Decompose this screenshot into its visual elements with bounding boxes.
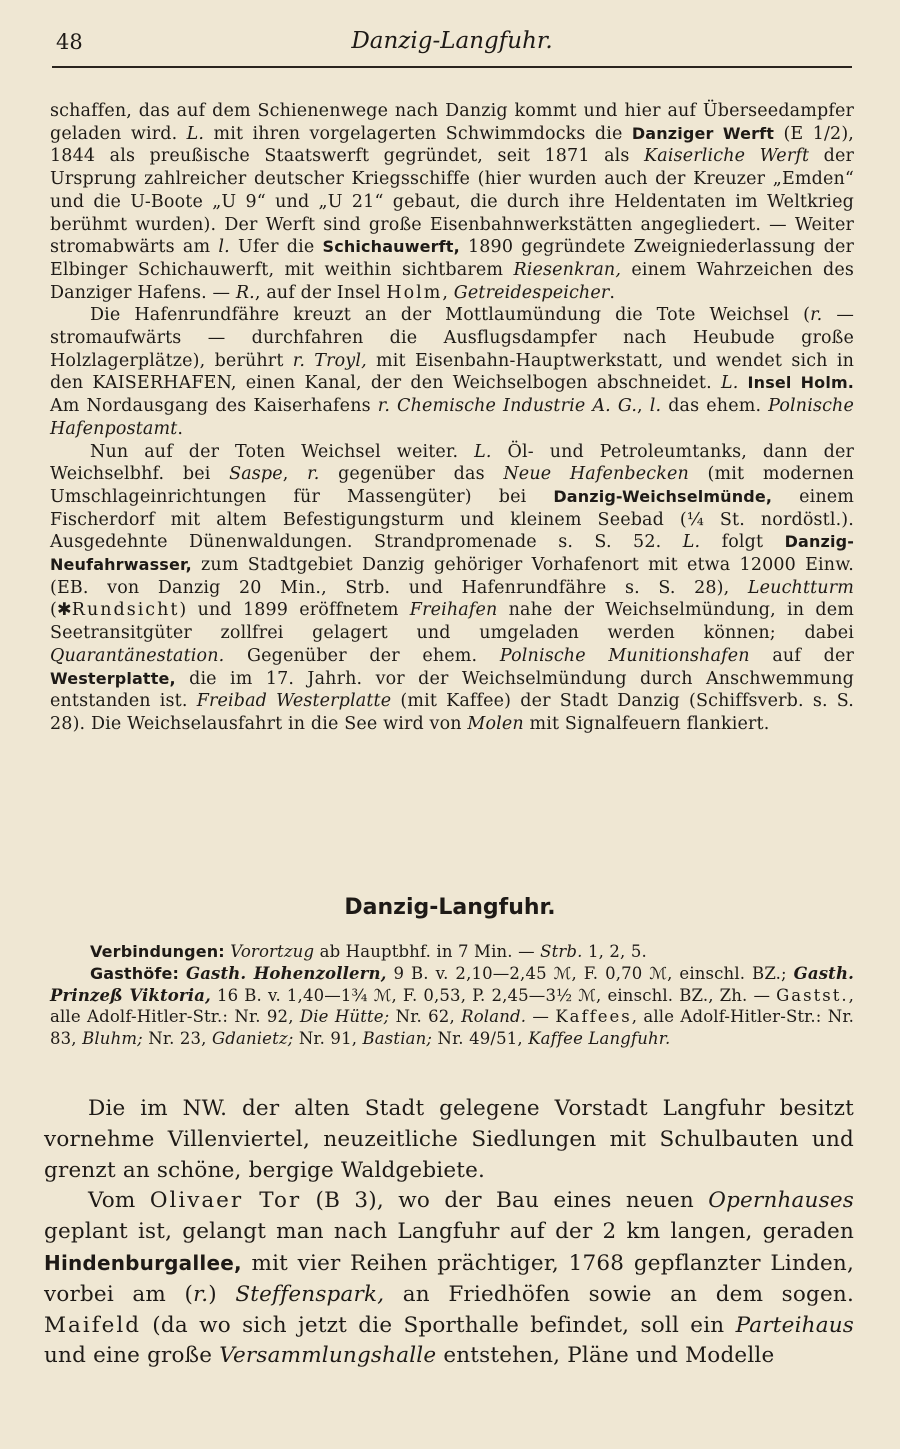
body-text <box>50 100 854 736</box>
text-run: . <box>609 282 616 303</box>
practical-info <box>50 941 854 1050</box>
text-run: , <box>282 464 308 485</box>
text-run: das ehem. <box>661 396 769 417</box>
hotel-name: Gasth. Hohenzollern, <box>185 963 387 983</box>
italic-term: Polnische Munitionshafen <box>499 645 750 666</box>
text-run: , auf der Insel <box>254 282 387 303</box>
text-run: Nr. 62, <box>389 1007 462 1027</box>
text-run: ) und 1899 eröffnetem <box>179 600 410 621</box>
italic-term: Opernhauses <box>708 1188 854 1214</box>
text-run: mit vier Reihen prächtiger, 1768 gepflanzter Linden, vorbei am ( <box>44 1250 854 1307</box>
text-run: (mit Kaffee) der Stadt Danzig (Schiffsverb. s. S. 28). Die Weichselausfahrt in die See wird von <box>50 691 855 734</box>
spaced-term: Olivaer Tor <box>149 1188 302 1214</box>
hotel-name: Gasth. Prinzeß Viktoria, <box>50 963 854 1005</box>
bold-term: Hindenburgallee, <box>44 1250 242 1275</box>
info-label: Gasthöfe: <box>90 963 180 983</box>
text-run: Nun auf der Toten Weichsel weiter. <box>90 441 475 462</box>
text-run: mit ihren vorgelagerten Schwimmdocks die <box>204 123 632 144</box>
text-run: ab Hauptbhf. in 7 Min. — <box>314 942 541 961</box>
italic-term: Bluhm; <box>82 1029 143 1049</box>
page-header <box>52 26 852 66</box>
text-run: die im 17. Jahrh. vor der Weichselmündung durch Anschwemmung entstanden ist. <box>50 668 854 712</box>
text-run: 1890 gegründete Zweigniederlassung der Elbinger Schichauwerft, mit weithin sichtbarem <box>50 237 854 280</box>
text-run <box>305 351 314 371</box>
italic-term: Parteihaus <box>735 1312 854 1338</box>
italic-term: Die Hütte; <box>299 1007 390 1027</box>
direction-abbrev: r. <box>377 396 391 417</box>
direction-abbrev: r. <box>307 464 320 485</box>
italic-term: Troyl, <box>314 350 367 371</box>
spaced-term: Rundsicht <box>71 600 180 621</box>
text-run: , <box>637 396 650 417</box>
text-run: gegenüber das <box>319 464 504 485</box>
text-run: , <box>442 282 454 303</box>
text-run: schaffen, das auf dem Schienenwege nach Danzig kommt und hier auf Überseedampfer geladen wird. <box>50 101 854 144</box>
text-run: folgt <box>700 532 785 553</box>
text-run: (da wo sich jetzt die Sporthalle befindet, soll ein <box>141 1312 736 1338</box>
bold-term: Danzig-Neufahrwasser, <box>50 532 854 575</box>
italic-term: Freibad Westerplatte <box>196 691 392 712</box>
text-run: , alle Adolf-Hitler-Str.: Nr. 83, <box>50 1007 854 1049</box>
italic-term: Saspe <box>229 464 283 485</box>
italic-term: Roland. <box>461 1007 527 1027</box>
spaced-term: Gastst. <box>776 985 849 1005</box>
text-run: und eine große <box>44 1343 220 1369</box>
text-run <box>738 373 747 393</box>
text-run: 1, 2, 5. <box>582 942 647 961</box>
text-run: Am Nordausgang des Kaiserhafens <box>50 396 378 417</box>
direction-abbrev: r. <box>193 1281 209 1307</box>
italic-term: Vorortzug <box>230 942 315 961</box>
text-run: Vom <box>88 1188 150 1214</box>
italic-term: Strb. <box>540 942 583 961</box>
direction-abbrev: l. <box>649 396 662 417</box>
text-run: mit Signalfeuern flankiert. <box>523 713 770 734</box>
text-run: nahe der Weichselmündung, in dem Seetransitgüter zollfrei gelagert und umgeladen werden können; dabei <box>50 600 854 644</box>
text-run: — <box>526 1007 556 1027</box>
italic-term: Kaffee Langfuhr. <box>528 1029 671 1049</box>
italic-term: Bastian; <box>362 1029 433 1049</box>
paragraph-olivaer-tor <box>44 1186 854 1372</box>
info-verbindungen <box>50 941 854 963</box>
bold-term: Danzig-Weichselmünde, <box>553 486 773 506</box>
text-run <box>390 396 397 416</box>
text-run: Nr. 49/51, <box>432 1029 529 1049</box>
spaced-term: Holm <box>386 282 443 303</box>
italic-term: Polnische Hafenpostamt <box>50 396 854 439</box>
italic-term: Gdanietz; <box>211 1029 294 1049</box>
italic-term: Getreidespeicher <box>453 282 610 303</box>
info-label: Verbindungen: <box>90 942 225 961</box>
italic-term: Versammlungshalle <box>219 1343 437 1369</box>
text-run: Die im NW. der alten Stadt gelegene Vorstadt Langfuhr besitzt vornehme Villenviertel, neuzeitliche Siedlungen mit Schulbauten und grenzt an schöne, bergige Waldgebiete. <box>44 1096 854 1183</box>
italic-term: Neue Hafenbecken <box>503 464 689 485</box>
text-run <box>179 964 186 983</box>
italic-term: Freihafen <box>409 600 498 621</box>
spaced-term: Kaffees <box>555 1007 632 1027</box>
text-run: , alle Adolf-Hitler-Str.: Nr. 92, <box>50 985 854 1027</box>
italic-term: Kaiserliche Werft <box>644 146 810 167</box>
bold-term: Schichauwerft, <box>322 237 460 257</box>
text-run: Nr. 91, <box>293 1029 363 1049</box>
italic-term: Leuchtturm <box>747 577 854 598</box>
bold-term: Westerplatte, <box>50 668 176 688</box>
langfuhr-description <box>44 1094 854 1372</box>
italic-term: Steffenspark, <box>235 1281 385 1307</box>
section-title: Danzig-Langfuhr. <box>344 895 556 920</box>
italic-term: Chemische Industrie A. G. <box>397 396 638 417</box>
italic-term: Riesenkran, <box>513 259 622 280</box>
text-run: Gegenüber der ehem. <box>224 645 500 666</box>
text-run: einem Wahrzeichen des Danziger Hafens. — <box>50 259 854 303</box>
direction-abbrev: r. <box>292 350 306 371</box>
direction-abbrev: L. <box>186 123 205 144</box>
text-run: . <box>177 418 184 439</box>
paragraph-werften <box>50 100 854 304</box>
text-run: zum Stadtgebiet Danzig gehöriger Vorhafenort mit etwa 12000 Einw. (EB. von Danzig 20 Min., Strb. und Hafenrundfähre s. S. 28), <box>50 555 854 598</box>
text-run: an Friedhöfen sowie an dem sogen. <box>384 1281 855 1307</box>
text-run: entstehen, Pläne und Modelle <box>436 1343 775 1369</box>
text-run: (✱ <box>50 600 72 621</box>
text-run: ) <box>208 1281 236 1307</box>
italic-term: Quarantänestation. <box>50 645 225 666</box>
direction-abbrev: L. <box>682 532 701 553</box>
page-number: 48 <box>56 30 83 54</box>
direction-abbrev: r. <box>810 305 823 326</box>
text-run: mit Eisenbahn-Hauptwerkstatt, und wendet sich in den KAISERHAFEN, einen Kanal, der den Weichselbogen abschneidet. <box>50 350 854 394</box>
text-run: 9 B. v. 2,10—2,45 ℳ, F. 0,70 ℳ, einschl. BZ.; <box>386 963 794 983</box>
text-run: geplant ist, gelangt man nach Langfuhr auf der 2 km langen, geraden <box>44 1219 854 1245</box>
text-run: auf der <box>749 645 854 666</box>
text-run: — stromaufwärts — durchfahren die Ausflugsdampfer nach Heubude große Holzlagerplätze), berührt <box>50 305 854 371</box>
running-head: Danzig-Langfuhr. <box>351 28 553 54</box>
text-run: der Ursprung zahlreicher deutscher Kriegsschiffe (hier wurden auch der Kreuzer „Emden“ und die U-Boote „U 9“ und „U 21“ gebaut, die durch ihre Heldentaten im Weltkrieg berühmt wurden). Der Werft sind große Eisenbahnwerkstätten angegliedert. — Weiter stromabwärts am <box>50 146 855 258</box>
text-run: Nr. 23, <box>142 1029 212 1049</box>
text-run: Die Hafenrundfähre kreuzt an der Mottlaumündung die Tote Weichsel ( <box>90 305 811 326</box>
bold-term: Danziger Werft <box>631 123 775 143</box>
paragraph-hafenrundfaehre <box>50 304 854 440</box>
bold-term: Insel Holm. <box>747 373 854 393</box>
direction-abbrev: L. <box>720 373 739 394</box>
italic-term: Molen <box>467 713 524 734</box>
header-rule <box>52 66 852 68</box>
direction-abbrev: l. <box>218 237 230 258</box>
text-run: einem Fischerdorf mit altem Befestigungsturm und kleinem Seebad (¼ St. nordöstl.). Ausgedehnte Dünenwaldungen. Strandpromenade s. S. 52. <box>50 486 854 553</box>
paragraph-vorstadt <box>44 1094 854 1186</box>
direction-abbrev: L. <box>474 441 492 462</box>
info-gasthoefe <box>50 963 854 1050</box>
direction-abbrev: R. <box>235 282 255 303</box>
text-run: (E 1/2), 1844 als preußische Staatswerft gegründet, seit 1871 als <box>50 123 855 167</box>
text-run: (mit modernen Umschlageinrichtungen für Massengüter) bei <box>50 464 854 507</box>
text-run: Öl- und Petroleumtanks, dann der Weichselbhf. bei <box>50 441 854 485</box>
text-run: Ufer die <box>229 237 323 258</box>
paragraph-tote-weichsel <box>50 441 854 736</box>
text-run: 16 B. v. 1,40—1¾ ℳ, F. 0,53, P. 2,45—3½ ℳ, einschl. BZ., Zh. — <box>210 985 777 1005</box>
spaced-term: Maifeld <box>44 1312 142 1338</box>
text-run: (B 3), wo der Bau eines neuen <box>301 1188 709 1214</box>
